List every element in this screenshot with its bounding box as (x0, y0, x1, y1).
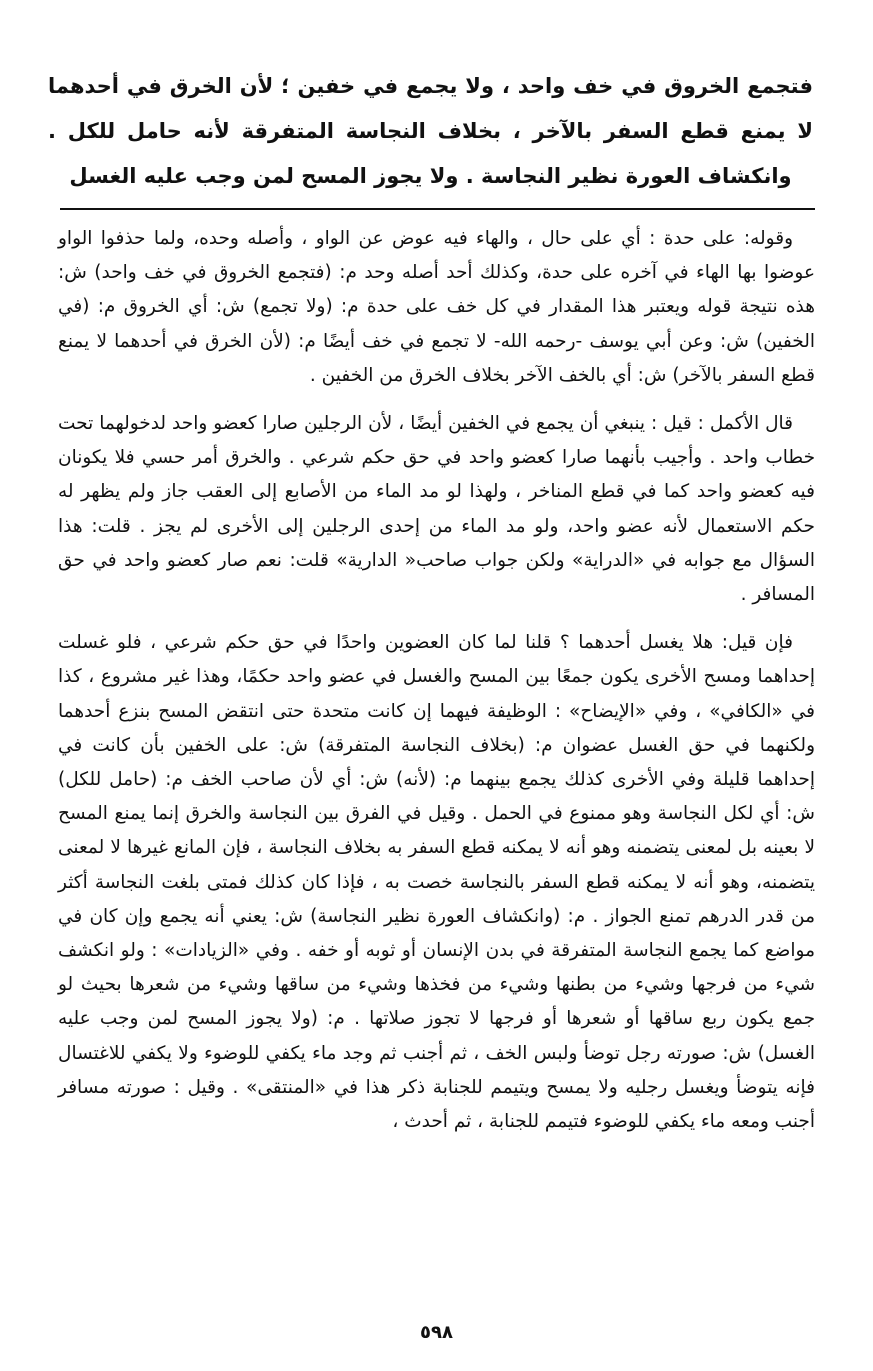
page-number: ٥٩٨ (420, 1322, 453, 1343)
commentary-paragraph-1: وقوله: على حدة : أي على حال ، والهاء فيه عوض عن الواو ، وأصله وحده، ولما حذفوا الواو عوضوا بها الهاء في آخره على حدة، وكذلك أحد أصله وحد م: (فتجمع الخروق في خف واحد) ش: هذه نتيجة قوله ويعتبر هذا المقدار في كل خف على حدة م: (ولا تجمع) ش: أي الخروق م: (في الخفين) ش: وعن أبي يوسف -رحمه الله- لا تجمع في خف أيضًا م: (لأن الخرق في أحدهما لا يمنع قطع السفر بالآخر) ش: أي بالخف الآخر بخلاف الخرق من الخفين . (58, 228, 815, 386)
commentary-paragraph-3: فإن قيل: هلا يغسل أحدهما ؟ قلنا لما كان العضوين واحدًا في حق حكم شرعي ، فلو غسلت إحداهما ومسح الأخرى يكون جمعًا بين المسح والغسل في عضو واحد حكمًا، وهذا غير مشروع ، كذا في «الكافي» ، وفي «الإيضاح» : الوظيفة فيهما إن كانت متحدة حتى انتقض المسح بنزع أحدهما ولكنهما في حق الغسل عضوان م: (بخلاف النجاسة المتفرقة) ش: على الخفين بأن كانت في إحداهما قليلة وفي الأخرى كذلك يجمع بينهما م: (لأنه) ش: أي لأن صاحب الخف م: (حامل للكل) ش: أي لكل النجاسة وهو ممنوع في الحمل . وقيل في الفرق بين النجاسة والخرق إنما يمنع المسح لا بعينه بل لمعنى يتضمنه وهو أنه لا يمكنه قطع السفر به بخلاف النجاسة ، فإن المانع غيرها لا لمعنى يتضمنه، وهو أنه لا يمكنه قطع السفر بالنجاسة خصت به ، فإذا كان كذلك فمتى بلغت النجاسة أكثر من قدر الدرهم تمنع الجواز . م: (وانكشاف العورة نظير النجاسة) ش: يعني أنه يجمع وإن كان في مواضع كما يجمع النجاسة المتفرقة في بدن الإنسان أو ثوبه أو خفه . وفي «الزيادات» : ولو انكشف شيء من فرجها وشيء من بطنها وشيء من فخذها وشيء من ساقها وشيء من شعرها بحيث لو جمع يكون ربع ساقها أو شعرها أو فرجها لا تجوز صلاتها . م: (ولا يجوز المسح لمن وجب عليه الغسل) ش: صورته رجل توضأ ولبس الخف ، ثم أجنب ثم وجد ماء يكفي للوضوء ولا يكفي للاغتسال فإنه يتوضأ ويغسل رجليه ولا يمسح ويتيمم للجنابة ذكر هذا في «المنتقى» . وقيل : صورته مسافر أجنب ومعه ماء يكفي للوضوء فتيمم للجنابة ، ثم أحدث ، (58, 632, 815, 1133)
commentary-paragraph-2: قال الأكمل : قيل : ينبغي أن يجمع في الخفين أيضًا ، لأن الرجلين صارا كعضو واحد لدخولهما تحت خطاب واحد . وأجيب بأنهما صارا كعضو واحد في حق حكم شرعي . والخرق أمر حسي فلا يكونان فيه كعضو واحد كما في قطع المناخر ، ولهذا لو مد الماء من الأصابع إلى العقب جاز ولم يظهر له حكم الاستعمال لأنه عضو واحد، ولو مد الماء من إحدى الرجلين إلى الأخرى لم يجز . قلت: هذا السؤال مع جوابه في «الدراية» ولكن جواب صاحب« الدارية» قلت: نعم صار كعضو واحد في حق المسافر . (58, 413, 815, 606)
separator-line (60, 208, 815, 210)
commentary (58, 222, 815, 1153)
matn-text: فتجمع الخروق في خف واحد ، ولا يجمع في خفين ؛ لأن الخرق في أحدهما لا يمنع قطع السفر بالآخر ، بخلاف النجاسة المتفرقة لأنه حامل للكل . وانكشاف العورة نظير النجاسة . ولا يجوز المسح لمن وجب عليه الغسل (48, 74, 813, 188)
